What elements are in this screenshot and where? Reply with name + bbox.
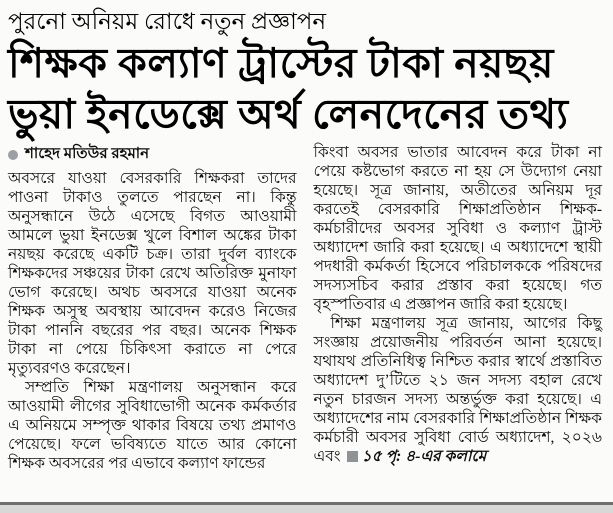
paragraph: অবসরে যাওয়া বেসরকারি শিক্ষকরা তাদের পাওনা টাকাও তুলতে পারছেন না। কিন্তু অনুসন্ধানে উঠে এসেছে বিগত আওয়ামী আমলে ভুয়া ইনডেক্স খুলে বিশাল অঙ্কের টাকা নয়ছয় করেছে একটি চক্র। তারা দুর্বল ব্যাংকে শিক্ষকদের সঞ্চয়ের টাকা রেখে অতিরিক্ত মুনাফা ভোগ করেছে। অথচ অবসরে যাওয়া অনেক শিক্ষক অসুস্থ অবস্থায় আবেদন করেও নিজের টাকা পাননি বছরের পর বছর। অনেক শিক্ষক টাকা না পেয়ে চিকিৎসা করাতে না পেরে মৃত্যুবরণও করেছেন। bbox=[8, 170, 297, 377]
column-right bbox=[314, 143, 603, 473]
headline-line-1: শিক্ষক কল্যাণ ট্রাস্টের টাকা নয়ছয় bbox=[8, 40, 554, 86]
jump-line bbox=[341, 448, 487, 465]
byline bbox=[8, 143, 297, 169]
paragraph: সম্প্রতি শিক্ষা মন্ত্রণালয় অনুসন্ধান করে আওয়ামী লীগের সুবিধাভোগী অনেক কর্মকর্তার এ অনিয়মে সম্পৃক্ত থাকার বিষয়ে তথ্য প্রমাণও পেয়েছে। ফলে ভবিষ্যতে যাতে আর কোনো শিক্ষক অবসরের পর এভাবে কল্যাণ ফান্ডের bbox=[8, 379, 297, 472]
paragraph: কিংবা অবসর ভাতার আবেদন করে টাকা না পেয়ে কষ্টভোগ করতে না হয় সে উদ্যোগ নেয়া হয়েছে। সূত্র জানায়, অতীতের অনিয়ম দূর করতেই বেসরকারি শিক্ষাপ্রতিষ্ঠান শিক্ষক-কর্মচারীদের অবসর সুবিধা ও কল্যাণ ট্রাস্ট অধ্যাদেশ জারি করা হয়েছে। এ অধ্যাদেশে স্থায়ী পদধারী কর্মকর্তা হিসেবে পরিচালককে পরিষদের সদস্যসচিব করার প্রস্তাব করা হয়েছে। গত বৃহস্পতিবার এ প্রজ্ঞাপন জারি করা হয়েছে। bbox=[313, 144, 602, 313]
column-left bbox=[8, 143, 297, 473]
byline-author: শাহেদ মতিউর রহমান bbox=[25, 146, 150, 162]
bottom-divider bbox=[0, 502, 613, 513]
article-body bbox=[0, 140, 613, 473]
jump-note-text: ১৫ পৃ: ৪-এর কলামে bbox=[361, 448, 487, 465]
headline bbox=[8, 38, 605, 140]
kicker: পুরনো অনিয়ম রোধে নতুন প্রজ্ঞাপন bbox=[8, 9, 327, 34]
headline-line-2: ভুয়া ইনডেক্সে অর্থ লেনদেনের তথ্য bbox=[8, 91, 569, 137]
paragraph bbox=[314, 314, 603, 466]
paragraph-text: শিক্ষা মন্ত্রণালয় সূত্র জানায়, আগের কিছু সংজ্ঞায় প্রয়োজনীয় পরিবর্তন আনা হয়েছে। যথাযথ প্রতিনিধিত্ব নিশ্চিত করার স্বার্থে প্রস্তাবিত অধ্যাদেশ দু’টিতে ২১ জন সদস্য বহাল রেখে নতুন চারজন সদস্য অন্তর্ভুক্ত করা হয়েছে। এ অধ্যাদেশের নাম বেসরকারি শিক্ষাপ্রতিষ্ঠান শিক্ষক কর্মচারী অবসর সুবিধা বোর্ড অধ্যাদেশ, ২০২৬ এবং bbox=[313, 315, 602, 465]
jump-square-icon bbox=[347, 451, 358, 462]
byline-bullet-icon bbox=[8, 150, 18, 160]
